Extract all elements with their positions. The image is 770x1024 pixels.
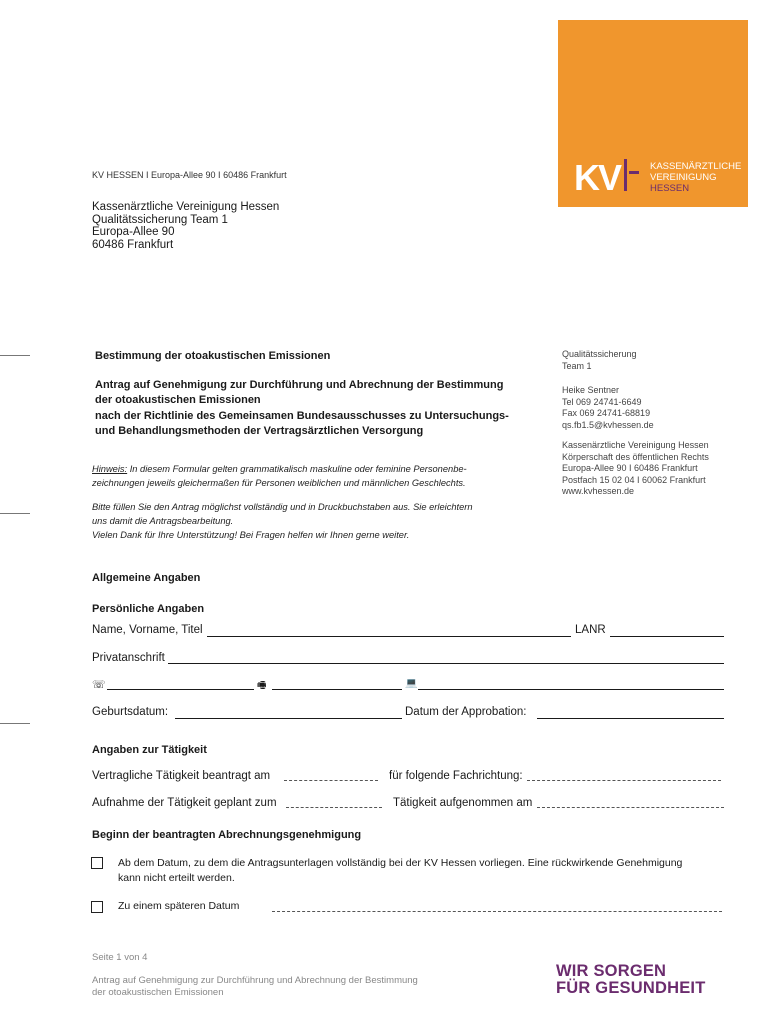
fold-mark-middle: [0, 513, 30, 514]
section-general: Allgemeine Angaben: [92, 572, 201, 584]
address-field[interactable]: [168, 663, 724, 664]
slogan: WIR SORGEN FÜR GESUNDHEIT: [556, 962, 706, 997]
phone-field[interactable]: [107, 689, 254, 690]
address-label: Privatanschrift: [92, 652, 165, 664]
section-billing-start: Beginn der beantragten Abrechnungsgenehmigung: [92, 829, 362, 841]
option-complete-date-checkbox[interactable]: [91, 857, 103, 869]
section-activity: Angaben zur Tätigkeit: [92, 744, 207, 756]
activity-requested-label: Vertragliche Tätigkeit beantragt am: [92, 770, 271, 782]
activity-planned-field[interactable]: [286, 807, 382, 808]
approbation-field[interactable]: [537, 718, 724, 719]
later-date-field[interactable]: [272, 911, 722, 912]
recipient-address: Kassenärztliche Vereinigung Hessen Qualitätssicherung Team 1 Europa-Allee 90 60486 Frankfurt: [92, 201, 280, 251]
lanr-label: LANR: [575, 624, 606, 636]
request-title: Antrag auf Genehmigung zur Durchführung und Abrechnung der Bestimmung der otoakustischen Emissionen: [95, 379, 504, 406]
activity-requested-field[interactable]: [284, 780, 378, 781]
option-later-date-label: Zu einem späteren Datum: [118, 900, 240, 912]
contact-sidebar: Qualitätssicherung Team 1 Heike Sentner Tel 069 24741-6649 Fax 069 24741-68819 qs.fb1.5@kvhessen.de Kassenärztliche Vereinigung Hessen Körperschaft des öffentlichen Rechts Europa-Allee 90 I 60486 Frankfurt Postfach 15 02 04 I 60062 Frankfurt www.kvhessen.de: [562, 349, 709, 496]
footer-document-title: Antrag auf Genehmigung zur Durchführung und Abrechnung der Bestimmung der otoakustischen Emissionen: [92, 975, 418, 998]
logo-mark: KV: [574, 157, 621, 198]
guideline-title: nach der Richtlinie des Gemeinsamen Bundesausschusses zu Untersuchungs- und Behandlungsmethoden der Vertragsärztlichen Versorgung: [95, 410, 509, 437]
email-field[interactable]: [418, 689, 724, 690]
page-number: Seite 1 von 4: [92, 952, 148, 963]
website-link[interactable]: www.kvhessen.de: [562, 486, 635, 496]
activity-started-label: Tätigkeit aufgenommen am: [393, 797, 533, 809]
logo-wordmark: KASSENÄRZTLICHE VEREINIGUNG HESSEN: [650, 161, 742, 194]
activity-planned-label: Aufnahme der Tätigkeit geplant zum: [92, 797, 277, 809]
fax-icon: 🖷: [257, 680, 267, 691]
fax-field[interactable]: [272, 689, 402, 690]
contact-email-link[interactable]: qs.fb1.5@kvhessen.de: [562, 419, 654, 430]
birth-field[interactable]: [175, 718, 402, 719]
document-heading: Bestimmung der otoakustischen Emissionen: [95, 350, 331, 362]
option-later-date-checkbox[interactable]: [91, 901, 103, 913]
please-text: Bitte füllen Sie den Antrag möglichst vollständig und in Druckbuchstaben aus. Sie erleichtern uns damit die Antragsbearbeitung. Vielen Dank für Ihre Unterstützung! Bei Fragen helfen wir Ihnen gerne weiter.: [92, 502, 473, 540]
email-icon: 💻: [405, 678, 418, 689]
sender-line: KV HESSEN I Europa-Allee 90 I 60486 Frankfurt: [92, 170, 287, 180]
option-complete-date-label: Ab dem Datum, zu dem die Antragsunterlagen vollständig bei der KV Hessen vorliegen. Eine rückwirkende Genehmigung kann nicht erteilt werden.: [118, 857, 683, 884]
hint-text: Hinweis: In diesem Formular gelten grammatikalisch maskuline oder feminine Personenbe- zeichnungen jeweils gleichermaßen für Personen weiblichen und männlichen Geschlechts.: [92, 464, 467, 488]
specialty-label: für folgende Fachrichtung:: [389, 770, 523, 782]
fold-mark-top: [0, 355, 30, 356]
kv-hessen-logo: [558, 20, 748, 207]
name-label: Name, Vorname, Titel: [92, 624, 203, 636]
activity-started-field[interactable]: [537, 807, 724, 808]
name-field[interactable]: [207, 636, 571, 637]
birth-label: Geburtsdatum:: [92, 706, 169, 718]
approbation-label: Datum der Approbation:: [405, 706, 527, 718]
phone-icon: ☏: [92, 678, 106, 691]
section-personal: Persönliche Angaben: [92, 603, 205, 615]
fold-mark-bottom: [0, 723, 30, 724]
specialty-field[interactable]: [527, 780, 721, 781]
logo-h-icon: [620, 157, 642, 191]
lanr-field[interactable]: [610, 636, 724, 637]
